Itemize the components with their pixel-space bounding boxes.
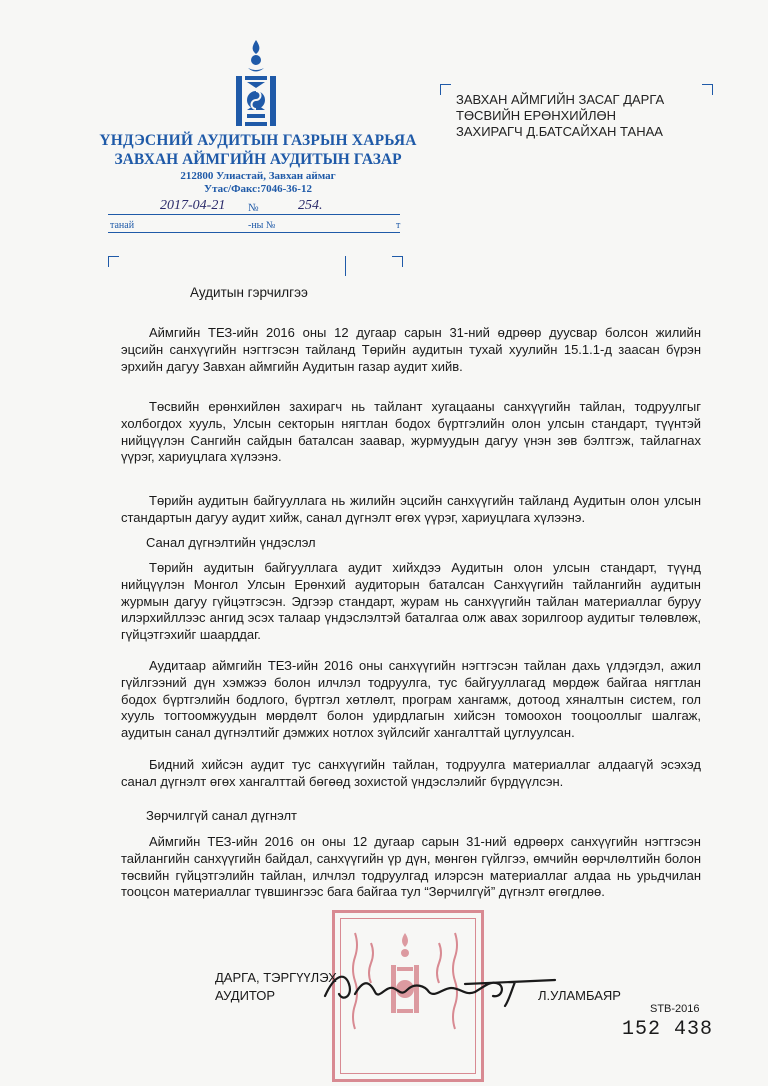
reply-to-label: танай [110,220,135,231]
reply-suffix: т [396,220,401,231]
corner-mark [345,256,346,276]
paragraph-4 [121,560,701,644]
org-phone: Утас/Факс:7046-36-12 [204,183,312,195]
reply-line [108,232,400,233]
corner-mark [108,256,119,267]
organization-header [98,132,418,195]
paragraph-7 [121,834,701,901]
paragraph-text: Төрийн аудитын байгууллага нь жилийн эцсийн санхүүгийн тайланд Аудитын олон улсын стандартын дагуу аудит хийж, санал дүгнэлт өгөх үүрэг, хариуцлага хүлээнэ. [121,493,701,525]
section-heading-opinion: Зөрчилгүй санал дүгнэлт [146,808,297,823]
paragraph-2 [121,399,701,466]
signatory-name: Л.УЛАМБАЯР [538,988,621,1003]
registration-number-label: № [248,202,259,214]
form-code: STB-2016 [650,1003,700,1015]
section-heading-basis: Санал дүгнэлтийн үндэслэл [146,535,316,550]
addressee-line: ЗАХИРАГЧ Д.БАТСАЙХАН ТАНАА [456,124,663,139]
registration-date: 2017-04-21 [160,198,226,213]
reply-number-label: -ны № [248,220,276,231]
paragraph-text: Аудитаар аймгийн ТЕЗ-ийн 2016 оны санхүүгийн нэгтгэсэн тайлан дахь үлдэгдэл, ажил гүйлгээний дүн хэмжээ болон илчлэл тодруулга, тус байгууллагад мөрдөж байгаа нягтлан бодох бүртгэлийн бодлого, бүртгэл хөтлөлт, програм хангамж, дотоод хяналтын систем, гол хууль тогтоомжуудын мөрдөлт болон удирдлагын хийсэн томоохон тооцооллыг шалгаж, аудитын санал дүгнэлтийг дэмжих нотлох зүйлсийг хангалттай цуглуулсан. [121,658,701,741]
serial-number: 152 438 [622,1018,714,1041]
corner-mark [392,256,403,267]
signatory-title-line2: АУДИТОР [215,988,276,1003]
corner-mark [440,84,451,95]
registration-number: 254. [298,198,323,213]
corner-mark [702,84,713,95]
registration-line [108,214,400,215]
soyombo-emblem-icon [233,38,279,130]
paragraph-3 [121,493,701,527]
addressee-line: ЗАВХАН АЙМГИЙН ЗАСАГ ДАРГА [456,92,665,107]
org-name: ЗАВХАН АЙМГИЙН АУДИТЫН ГАЗАР [114,151,402,168]
paragraph-text: Аймгийн ТЕЗ-ийн 2016 оны 12 дугаар сарын 31-ний өдрөөр дуусвар болсон жилийн эцсийн санхүүгийн нэгтгэсэн тайланд Төрийн аудитын тухай хуулийн 15.1.1-д заасан бүрэн эрхийн дагуу Завхан аймгийн Аудитын газар аудит хийв. [121,325,701,374]
paragraph-text: Төрийн аудитын байгууллага аудит хийхдээ Аудитын олон улсын стандарт, түүнд нийцүүлэн Монгол Улсын Ерөнхий аудиторын баталсан Санхүүгийн тайлангийн аудитын журмын дагуу гүйцэтгэсэн. Эдгээр стандарт, журам нь санхүүгийн тайлан материаллаг буруу илэрхийллээс ангид эсэх талаар үндэслэлтэй баталгаа олж авах зорилгоор аудитыг төлөвлөж, гүйцэтгэхийг шаарддаг. [121,560,701,643]
paragraph-1 [121,325,701,375]
org-address: 212800 Улиастай, Завхан аймаг [180,170,336,182]
addressee-line: ТӨСВИЙН ЕРӨНХИЙЛӨН [456,108,617,123]
org-parent-name: ҮНДЭСНИЙ АУДИТЫН ГАЗРЫН ХАРЬЯА [99,132,417,149]
paragraph-text: Бидний хийсэн аудит тус санхүүгийн тайлан, тодруулга материаллаг алдаагүй эсэхэд санал дүгнэлт өгөх хангалттай бөгөөд зохистой үндэслэлийг бүрдүүлсэн. [121,757,701,789]
paragraph-text: Төсвийн ерөнхийлөн захирагч нь тайлант хугацааны санхүүгийн тайлан, тодруулгыг холбогдох хууль, Улсын секторын нягтлан бодох бүртгэлийн олон улсын стандарт, түүнтэй нийцүүлэн Сангийн сайдын баталсан заавар, журмуудын дагуу үнэн зөв бэлтгэж, тайлагнах үүрэг, хариуцлага хүлээнэ. [121,399,701,465]
signatory-title-line1: ДАРГА, ТЭРГҮҮЛЭХ [215,970,337,985]
paragraph-5 [121,658,701,742]
paragraph-text: Аймгийн ТЕЗ-ийн 2016 он оны 12 дугаар сарын 31-ний өдрөөрх санхүүгийн нэгтгэсэн тайлангийн санхүүгийн байдал, санхүүгийн үр дүн, мөнгөн гүйлгээ, өмчийн өөрчлөлтийн болон төсвийн гүйцэтгэлийн тайлан, илчлэл тодруулгад илэрсэн материаллаг алдаа нь урьдчилан тооцсон материаллаг түвшингээс бага байгаа тул “Зөрчилгүй” дүгнэлт өгөгдлөө. [121,834,701,900]
document-title: Аудитын гэрчилгээ [190,285,308,300]
paragraph-6 [121,757,701,791]
addressee-block [456,92,664,140]
handwritten-signature [315,966,565,1012]
